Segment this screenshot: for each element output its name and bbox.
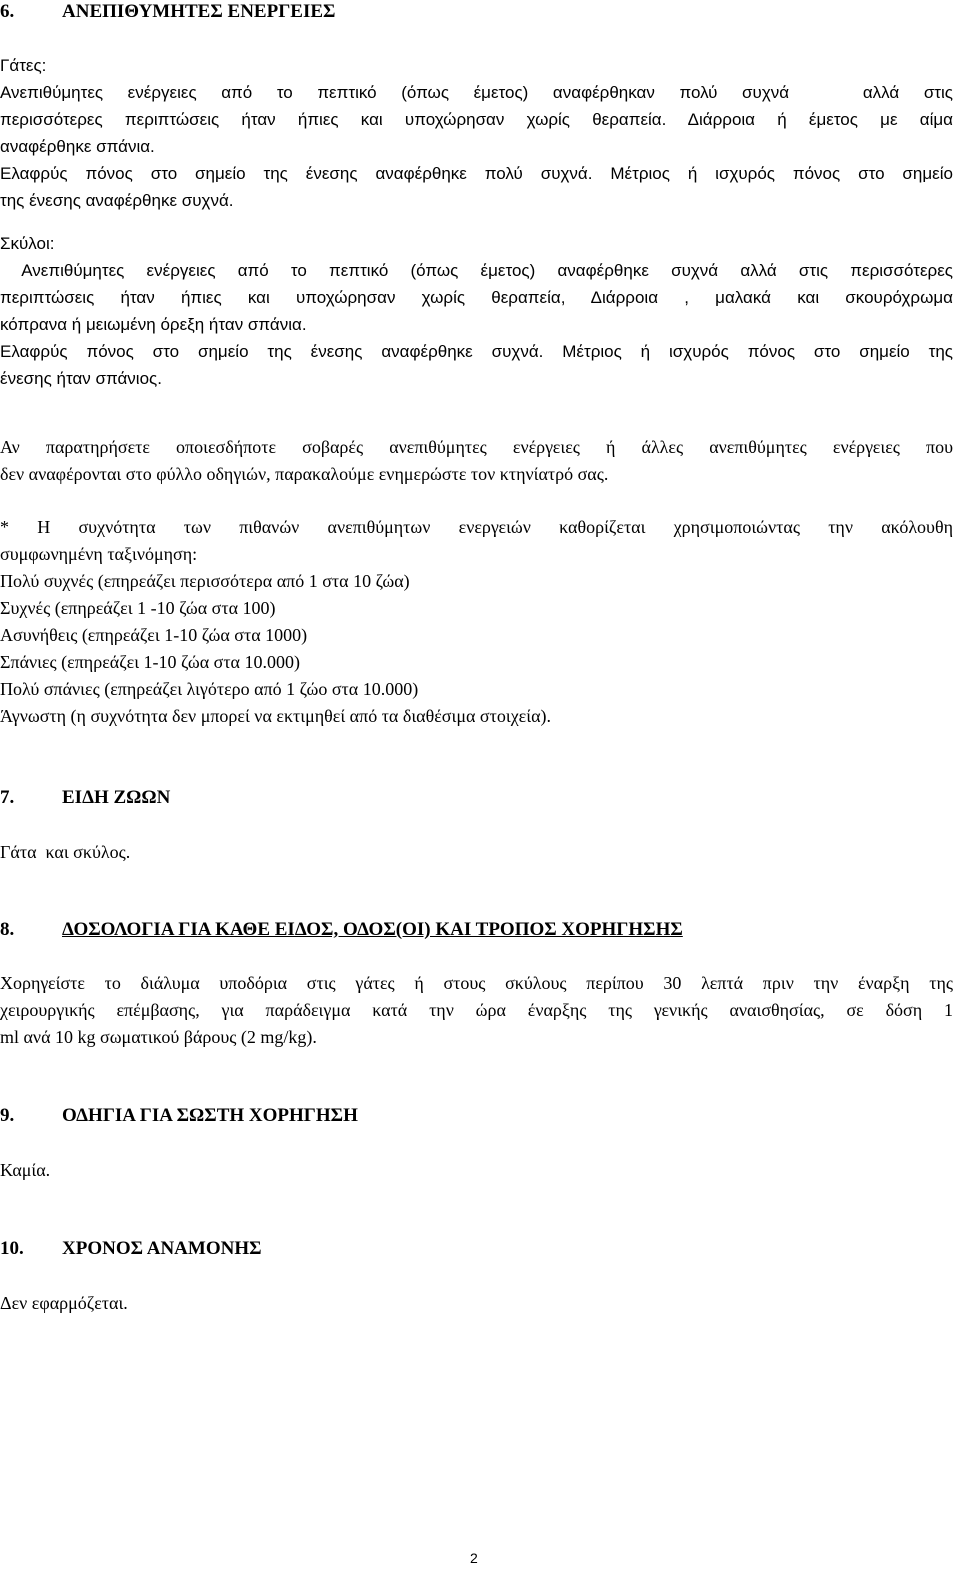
section-9-text [0, 1157, 953, 1184]
cats-label: Γάτες: [0, 56, 47, 75]
section-9-title: ΟΔΗΓΙΑ ΓΙΑ ΣΩΣΤΗ ΧΟΡΗΓΗΣΗ [62, 1105, 358, 1126]
section-6-heading [0, 1, 335, 23]
cats-line-2: περισσότερες περιπτώσεις ήταν ήπιες και υποχώρησαν χωρίς θεραπεία. Διάρροια ή έμετος με αίμα [0, 110, 953, 129]
section-7-title: ΕΙΔΗ ΖΩΩΝ [62, 787, 171, 808]
section-8-heading [0, 919, 683, 941]
section-10-number: 10. [0, 1238, 24, 1259]
section-9-number: 9. [0, 1105, 15, 1126]
dosage-paragraph [0, 970, 953, 1051]
report-line-2: δεν αναφέρονται στο φύλλο οδηγιών, παρακαλούμε ενημερώστε τον κτηνίατρό σας. [0, 464, 609, 484]
frequency-line-2: συμφωνημένη ταξινόμηση: [0, 544, 198, 564]
frequency-line-3: Πολύ συχνές (επηρεάζει περισσότερα από 1 στα 10 ζώα) [0, 571, 410, 591]
dogs-line-4: Ελαφρύς πόνος στο σημείο της ένεσης αναφέρθηκε συχνά. Μέτριος ή ισχυρός πόνος στο σημείο της [0, 342, 953, 361]
report-paragraph [0, 434, 953, 488]
dogs-line-3: κόπρανα ή μειωμένη όρεξη ήταν σπάνια. [0, 315, 307, 334]
section-7-heading [0, 787, 170, 809]
species-text: Γάτα και σκύλος. [0, 842, 131, 862]
section-10-heading [0, 1238, 262, 1260]
section-10-title: ΧΡΟΝΟΣ ΑΝΑΜΟΝΗΣ [62, 1238, 262, 1259]
cats-line-4: Ελαφρύς πόνος στο σημείο της ένεσης αναφέρθηκε πολύ συχνά. Μέτριος ή ισχυρός πόνος στο σημείο [0, 164, 953, 183]
frequency-line-6: Σπάνιες (επηρεάζει 1-10 ζώα στα 10.000) [0, 652, 300, 672]
dogs-line-2: περιπτώσεις ήταν ήπιες και υποχώρησαν χωρίς θεραπεία, Διάρροια , μαλακά και σκουρόχρωμα [0, 288, 953, 307]
frequency-line-5: Ασυνήθεις (επηρεάζει 1-10 ζώα στα 1000) [0, 625, 308, 645]
frequency-line-8: Άγνωστη (η συχνότητα δεν μπορεί να εκτιμηθεί από τα διαθέσιμα στοιχεία). [0, 706, 552, 726]
cats-line-5: της ένεσης αναφέρθηκε συχνά. [0, 191, 234, 210]
frequency-line-7: Πολύ σπάνιες (επηρεάζει λιγότερο από 1 ζώο στα 10.000) [0, 679, 419, 699]
cats-line-1: Ανεπιθύμητες ενέργειες από το πεπτικό (όπως έμετος) αναφέρθηκαν πολύ συχνά αλλά στις [0, 83, 953, 102]
dogs-label: Σκύλοι: [0, 234, 55, 253]
dosage-line-2: χειρουργικής επέμβασης, για παράδειγμα κατά την ώρα έναρξης της γενικής αναισθησίας, σε δόση 1 [0, 1000, 953, 1020]
section-9-heading [0, 1105, 358, 1127]
withdrawal-text: Δεν εφαρμόζεται. [0, 1293, 128, 1313]
dogs-line-5: ένεσης ήταν σπάνιος. [0, 369, 162, 388]
section-8-title: ΔΟΣΟΛΟΓΙΑ ΓΙΑ ΚΑΘΕ ΕΙΔΟΣ, ΟΔΟΣ(ΟΙ) ΚΑΙ ΤΡΟΠΟΣ ΧΟΡΗΓΗΣΗΣ [62, 919, 683, 940]
frequency-line-1: * Η συχνότητα των πιθανών ανεπιθύμητων ενεργειών καθορίζεται χρησιμοποιώντας την ακόλουθη [0, 517, 953, 537]
section-6-number: 6. [0, 1, 15, 22]
section-7-number: 7. [0, 787, 15, 808]
page-number: 2 [470, 1550, 478, 1566]
dogs-paragraph [0, 230, 953, 392]
frequency-line-4: Συχνές (επηρεάζει 1 -10 ζώα στα 100) [0, 598, 276, 618]
dogs-line-1: Ανεπιθύμητες ενέργειες από το πεπτικό (όπως έμετος) αναφέρθηκε συχνά αλλά στις περισσότερες [0, 261, 953, 280]
administration-text: Καμία. [0, 1160, 51, 1180]
dosage-line-1: Χορηγείστε το διάλυμα υποδόρια στις γάτες ή στους σκύλους περίπου 30 λεπτά πριν την έναρξη της [0, 973, 953, 993]
dosage-line-3: ml ανά 10 kg σωματικού βάρους (2 mg/kg). [0, 1027, 317, 1047]
cats-line-3: αναφέρθηκε σπάνια. [0, 137, 155, 156]
section-7-text [0, 839, 953, 866]
section-10-text [0, 1290, 953, 1317]
cats-paragraph [0, 52, 953, 214]
section-8-number: 8. [0, 919, 15, 940]
frequency-paragraph [0, 514, 953, 730]
section-6-title: ΑΝΕΠΙΘΥΜΗΤΕΣ ΕΝΕΡΓΕΙΕΣ [62, 1, 336, 22]
report-line-1: Αν παρατηρήσετε οποιεσδήποτε σοβαρές ανεπιθύμητες ενέργειες ή άλλες ανεπιθύμητες ενέργειες που [0, 437, 953, 457]
